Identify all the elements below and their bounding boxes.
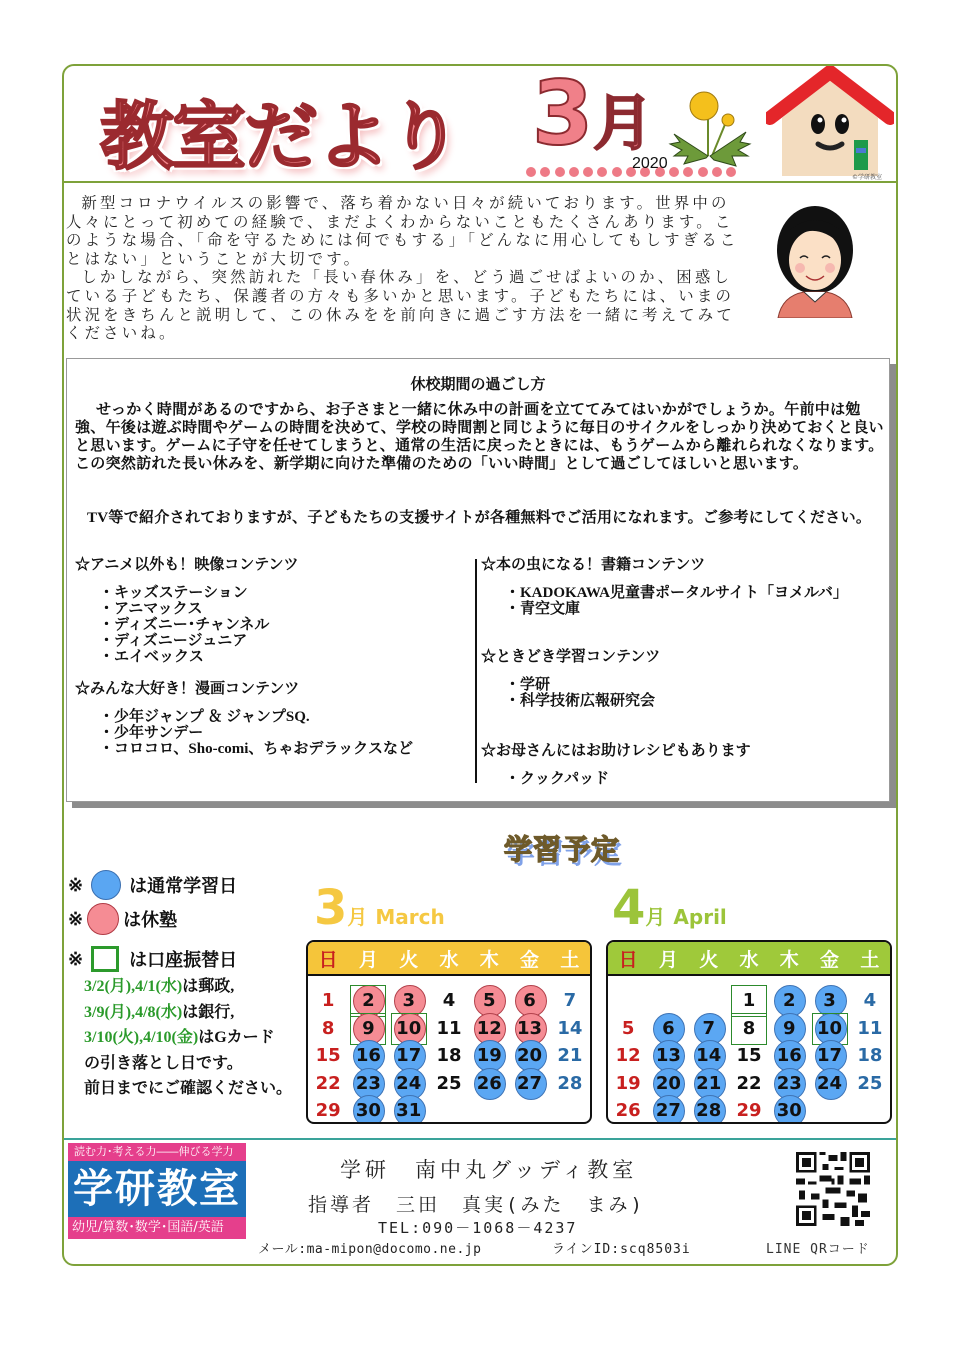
calendar-day [390,1016,428,1042]
gakken-logo [68,1143,246,1239]
day-number: 20 [655,1072,681,1094]
day-number: 2 [362,990,375,1011]
weekday-header: 日 月 火 水 木 金 土 [608,942,890,976]
calendar-day [811,1071,849,1097]
day-number: 12 [476,1017,502,1039]
schedule-title: 学習予定 [504,833,621,866]
calendar-day [649,1016,687,1042]
recipe-content-section [481,743,751,787]
day-number: 27 [655,1100,681,1121]
section-heading: ☆アニメ以外も！映像コンテンツ [75,557,299,573]
calendar-day [511,1071,549,1097]
calendar-day [470,988,508,1014]
march-calendar [306,940,592,1124]
weekday-header: 日 月 火 水 木 金 土 [308,942,590,976]
legend-text: は口座振替日 [129,950,238,970]
day-number: 6 [523,990,536,1011]
legend-text: は通常学習日 [129,876,238,896]
study-content-section [481,649,660,709]
calendar-day [430,988,468,1014]
list-item[interactable]: ・ディズニージュニア [99,633,248,649]
legend-closed-day [68,903,177,935]
school-name: 学研 南中丸グッディ教室 [340,1158,638,1182]
legend-payment-day [68,946,237,972]
day-number: 29 [736,1100,762,1121]
day-number: 20 [517,1045,543,1066]
list-item[interactable]: ・KADOKAWA児童書ポータルサイト「ヨメルバ」 [505,585,848,601]
calendar-day [470,1043,508,1069]
list-item[interactable]: ・キッズステーション [99,585,248,601]
copyright-label: ©学研教室 [852,174,883,181]
legend-regular-day [68,870,237,900]
day-number: 7 [563,990,577,1011]
day-number: 25 [436,1072,462,1094]
calendar-day [551,988,589,1014]
day-number: 8 [742,1017,756,1039]
day-number: 24 [396,1072,422,1094]
logo-subjects: 幼児/算数･数学･国語/英語 [68,1217,246,1239]
calendar-day [470,1016,508,1042]
dandelion-icon [666,86,752,172]
calendar-day [690,1043,728,1069]
calendar-day [551,1016,589,1042]
teacher-illustration [760,200,870,318]
day-number: 19 [476,1045,502,1066]
intro-paragraph-1: 新型コロナウイルスの影響で、落ち着かない日々が続いております。世界中の人々にとって初めての経験で、まだよくわからないこともたくさんあります。このような場合、「命を守るためには何でもする」「どんなに用心してもしすぎることはない」ということが大切です。 [66,194,739,268]
logo-name: 学研教室 [68,1161,246,1217]
day-number: 23 [355,1072,381,1094]
calendar-day [430,1016,468,1042]
calendar-day [390,1043,428,1069]
calendar-day [851,1016,889,1042]
book-content-section [481,557,848,617]
day-number: 12 [615,1045,641,1066]
day-number: 27 [517,1072,543,1094]
day-number: 18 [436,1045,462,1066]
calendar-day [551,1043,589,1069]
day-number: 29 [315,1100,341,1121]
day-number: 7 [702,1017,715,1039]
list-item[interactable]: ・科学技術広報研究会 [505,693,656,709]
list-item[interactable]: ・学研 [505,677,551,693]
calendar-day [309,1098,347,1124]
calendar-day [770,1098,808,1124]
calendar-day [309,1016,347,1042]
day-number: 13 [655,1045,681,1066]
calendar-day [609,1071,647,1097]
note-line: 3/2(月),4/1(水)は郵政, [84,978,235,995]
month-heading [532,62,653,165]
qr-label: LINE QRコード [766,1242,870,1257]
calendar-day [851,988,889,1014]
calendar-day [811,1016,849,1042]
day-number: 18 [857,1045,883,1066]
day-number: 30 [776,1100,802,1121]
calendar-day [690,1071,728,1097]
calendar-day [609,1098,647,1124]
day-number: 11 [857,1017,883,1039]
day-number: 25 [857,1072,883,1094]
april-label: 4月 April [612,880,727,936]
day-number: 5 [483,990,496,1011]
newsletter-title: 教室だより [100,94,460,180]
legend-mark: ※ [68,948,84,969]
day-number: 13 [517,1017,543,1039]
day-number: 21 [557,1045,583,1066]
calendar-day [390,1071,428,1097]
month-kanji: 月 [593,89,654,159]
payment-notes [84,974,292,1102]
day-number: 16 [355,1045,381,1066]
calendar-day [851,1043,889,1069]
list-item[interactable]: ・エイベックス [99,649,204,665]
calendar-day [349,1098,387,1124]
logo-tagline: 読む力･考える力――伸びる学力 [68,1143,246,1161]
note-line: の引き落とし日です。 [84,1054,243,1072]
intro-text [66,194,742,343]
calendar-day [551,1071,589,1097]
calendar-day [470,1071,508,1097]
calendar-day [851,1071,889,1097]
house-mascot-icon [766,66,894,178]
section-heading: ☆みんな大好き！漫画コンテンツ [75,681,300,697]
pink-circle-icon [87,903,119,935]
day-number: 1 [742,990,756,1011]
list-item[interactable]: ・コロコロ、Sho-comi、ちゃおデラックスなど [99,741,413,757]
calendar-day [511,988,549,1014]
calendar-day [390,988,428,1014]
day-number: 10 [817,1017,843,1039]
calendar-day [609,1016,647,1042]
day-number: 4 [863,990,877,1011]
calendar-day [811,1043,849,1069]
calendar-day [730,1071,768,1097]
calendar-day [349,988,387,1014]
calendar-day [649,1071,687,1097]
day-number: 28 [696,1100,722,1121]
calendar-day [349,1071,387,1097]
day-number: 11 [436,1017,462,1039]
manga-content-section [75,681,413,757]
day-number: 9 [783,1017,796,1039]
calendar-day [511,1016,549,1042]
calendar-day [390,1098,428,1124]
phone-number[interactable]: TEL:090－1068－4237 [378,1219,578,1237]
day-number: 17 [817,1045,843,1066]
day-number: 8 [321,1017,335,1039]
day-number: 1 [321,990,335,1011]
day-number: 24 [817,1072,843,1094]
day-number: 16 [776,1045,802,1066]
day-number: 9 [362,1017,375,1039]
list-item[interactable]: ・青空文庫 [505,601,581,617]
footer-divider [64,1138,896,1140]
day-number: 30 [355,1100,381,1121]
video-content-section [75,557,299,665]
calendar-day [730,1016,768,1042]
blue-circle-icon [91,870,121,900]
day-number: 3 [823,990,836,1011]
calendar-day [770,1043,808,1069]
box-paragraph-1: せっかく時間があるのですから、お子さまと一緒に休み中の計画を立ててみてはいかがでしょうか。午前中は勉強、午後は遊ぶ時間やゲームの時間を決めて、学校の時間割と同じように毎日のサイクルをしっかり決めておくと良いと思います。ゲームに子守を任せてしまうと、通常の生活に戻ったときには、もうゲームから離れられなくなります。この突然訪れた長い休みを、新学期に向けた準備のための「いい時間」として過ごしてほしいと思います。 [75,402,884,472]
day-number: 23 [776,1072,802,1094]
day-number: 31 [396,1100,422,1121]
email-address[interactable]: メール:ma-mipon@docomo.ne.jp [258,1242,482,1257]
section-heading: ☆ときどき学習コンテンツ [481,649,661,665]
day-number: 4 [442,990,456,1011]
legend-mark: ※ [68,874,84,895]
list-item[interactable]: ・アニマックス [99,601,203,617]
calendar-day [690,1098,728,1124]
day-number: 14 [696,1045,722,1066]
intro-paragraph-2: しかしながら、突然訪れた「長い春休み」を、どう過ごせばよいのか、困惑している子どもたち、保護者の方々も多いかと思います。子どもたちには、いまの状況をきちんと説明して、この休みをを前向きに過ごす方法を一緒に考えてみてくださいね。 [66,268,735,343]
note-line: 3/9(月),4/8(水)は銀行, [84,1003,235,1021]
line-id[interactable]: ラインID:scq8503i [552,1242,691,1257]
day-number: 26 [615,1100,641,1121]
list-item[interactable]: ・クックパッド [505,771,610,787]
calendar-day [349,1016,387,1042]
calendar-day [430,1043,468,1069]
calendar-day [730,1098,768,1124]
closure-tips-box [66,358,890,802]
april-calendar [606,940,892,1124]
calendar-day [309,1043,347,1069]
day-number: 2 [783,990,796,1011]
calendar-day [770,1016,808,1042]
calendar-day [770,1071,808,1097]
calendar-day [649,1043,687,1069]
instructor-name: 指導者 三田 真実(みた まみ) [308,1194,645,1216]
calendar-day [770,988,808,1014]
box-title: 休校期間の過ごし方 [410,377,546,393]
calendar-day [811,988,849,1014]
day-number: 28 [557,1072,583,1094]
day-number: 14 [557,1017,583,1039]
list-item[interactable]: ・少年サンデー [99,725,204,741]
list-item[interactable]: ・ディズニー･チャンネル [99,617,270,633]
calendar-day [609,1043,647,1069]
year-label: 2020 [632,155,668,172]
day-number: 22 [736,1072,762,1094]
month-number: 3 [532,62,594,165]
march-label: 3月 March [314,880,445,936]
day-number: 26 [476,1072,502,1094]
calendar-day [730,1043,768,1069]
day-number: 5 [621,1017,635,1039]
calendar-day [730,988,768,1014]
calendar-day [690,1016,728,1042]
day-number: 10 [396,1017,422,1039]
calendar-day [649,1098,687,1124]
legend-text: は休塾 [123,910,178,930]
day-number: 22 [315,1072,341,1094]
note-line: 前日までにご確認ください。 [84,1080,293,1098]
green-square-icon [91,946,119,972]
day-number: 15 [315,1045,341,1066]
day-number: 15 [736,1045,762,1066]
list-item[interactable]: ・少年ジャンプ ＆ ジャンプSQ. [99,709,310,725]
day-number: 21 [696,1072,722,1094]
day-number: 3 [402,990,415,1011]
calendar-day [309,988,347,1014]
day-number: 17 [396,1045,422,1066]
day-number: 19 [615,1072,641,1094]
section-heading: ☆お母さんにはお助けレシピもあります [481,743,751,759]
section-heading: ☆本の虫になる！書籍コンテンツ [481,557,706,573]
calendar-day [349,1043,387,1069]
note-line: 3/10(火),4/10(金)はGカード [84,1029,275,1047]
day-number: 6 [662,1017,675,1039]
column-divider [475,559,477,783]
calendar-day [430,1071,468,1097]
calendar-day [511,1043,549,1069]
qr-code-icon[interactable] [796,1152,870,1226]
calendar-day [309,1071,347,1097]
legend-mark: ※ [68,908,84,929]
box-paragraph-2: TV等で紹介されておりますが、子どもたちの支援サイトが各種無料でご活用になれます。ご参考にしてください。 [87,510,872,526]
